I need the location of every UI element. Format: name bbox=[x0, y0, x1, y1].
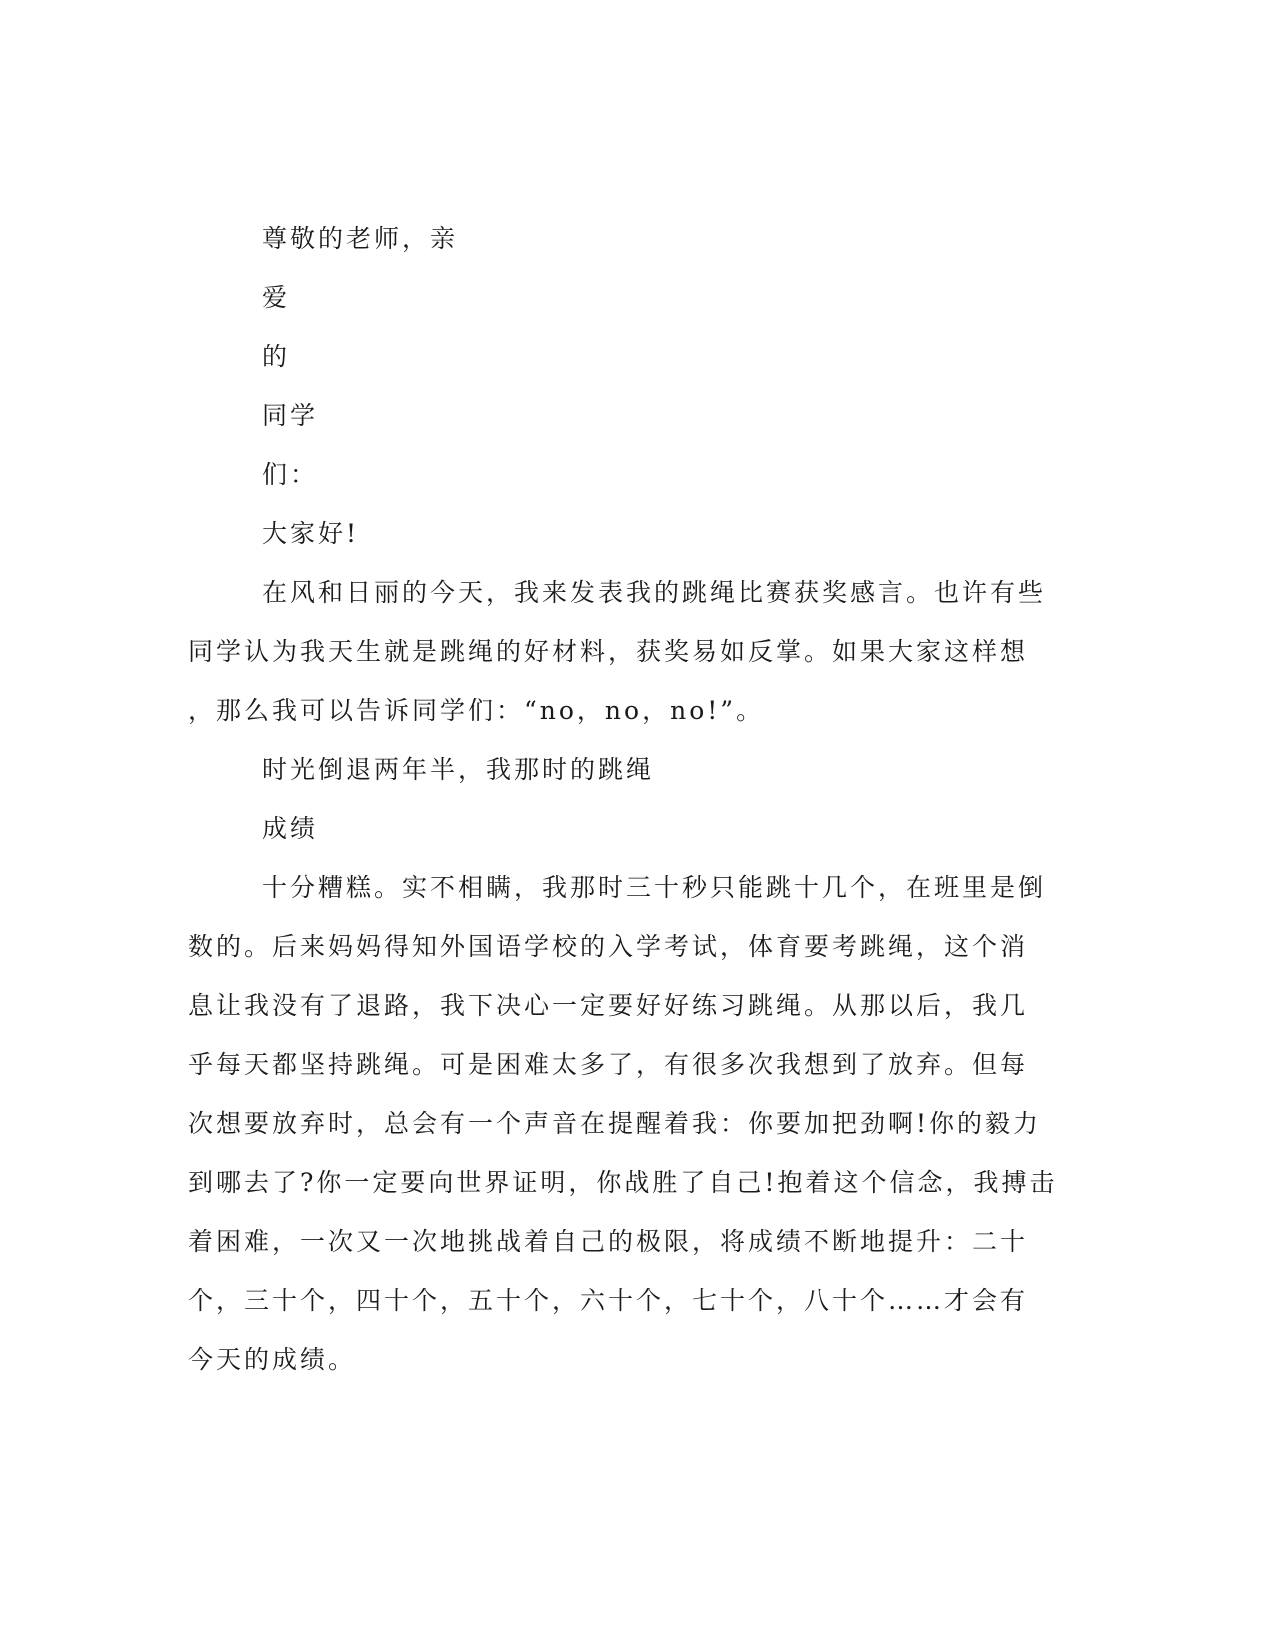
greeting-line-3: 的 bbox=[262, 342, 291, 371]
greeting-line-1: 尊敬的老师，亲 bbox=[262, 224, 459, 253]
paragraph3-line-4: 乎每天都坚持跳绳。可是困难太多了，有很多次我想到了放弃。但每 bbox=[188, 1050, 1029, 1079]
paragraph3-line-8: 个，三十个，四十个，五十个，六十个，七十个，八十个……才会有 bbox=[188, 1286, 1029, 1315]
greeting-line-6: 大家好! bbox=[262, 519, 360, 548]
paragraph2-line-1: 时光倒退两年半，我那时的跳绳 bbox=[262, 755, 655, 784]
paragraph3-line-6: 到哪去了?你一定要向世界证明，你战胜了自己!抱着这个信念，我搏击 bbox=[188, 1168, 1058, 1197]
paragraph3-line-7: 着困难，一次又一次地挑战着自己的极限，将成绩不断地提升：二十 bbox=[188, 1227, 1029, 1256]
greeting-line-4: 同学 bbox=[262, 401, 319, 430]
paragraph2-line-2: 成绩 bbox=[262, 814, 319, 843]
paragraph3-line-3: 息让我没有了退路，我下决心一定要好好练习跳绳。从那以后，我几 bbox=[188, 991, 1029, 1020]
paragraph3-line-1: 十分糟糕。实不相瞒，我那时三十秒只能跳十几个，在班里是倒 bbox=[262, 873, 1047, 902]
paragraph3-line-9: 今天的成绩。 bbox=[188, 1345, 357, 1374]
paragraph1-line-3: ，那么我可以告诉同学们：“no，no，no!”。 bbox=[188, 696, 765, 725]
greeting-line-2: 爱 bbox=[262, 283, 291, 312]
paragraph1-line-1: 在风和日丽的今天，我来发表我的跳绳比赛获奖感言。也许有些 bbox=[262, 578, 1047, 607]
paragraph1-line-2: 同学认为我天生就是跳绳的好材料，获奖易如反掌。如果大家这样想 bbox=[188, 637, 1029, 666]
greeting-line-5: 们： bbox=[262, 460, 319, 489]
paragraph3-line-2: 数的。后来妈妈得知外国语学校的入学考试，体育要考跳绳，这个消 bbox=[188, 932, 1029, 961]
paragraph3-line-5: 次想要放弃时，总会有一个声音在提醒着我：你要加把劲啊!你的毅力 bbox=[188, 1109, 1042, 1138]
